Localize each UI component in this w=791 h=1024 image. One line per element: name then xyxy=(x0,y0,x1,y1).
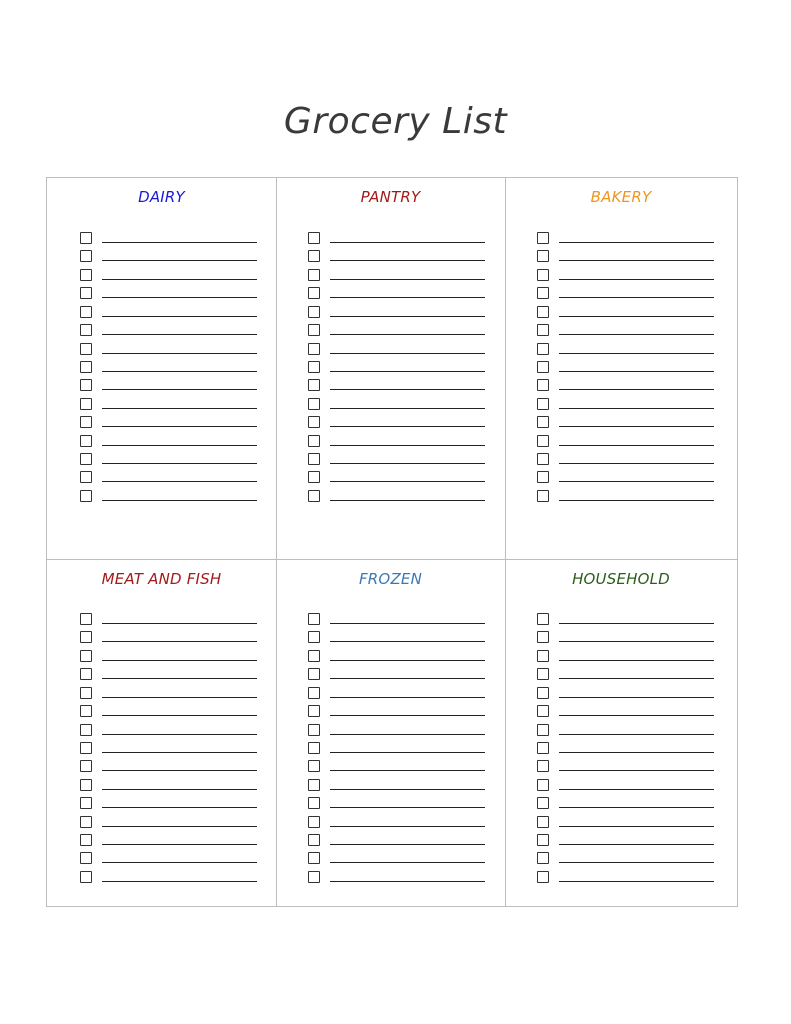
checkbox[interactable] xyxy=(80,760,92,772)
write-in-line[interactable] xyxy=(330,500,485,501)
checkbox[interactable] xyxy=(80,324,92,336)
checkbox[interactable] xyxy=(537,816,549,828)
write-in-line[interactable] xyxy=(330,260,485,261)
write-in-line[interactable] xyxy=(559,353,714,354)
checkbox[interactable] xyxy=(80,613,92,625)
list-item xyxy=(537,666,717,684)
list-item xyxy=(80,685,260,703)
checklist xyxy=(80,230,260,506)
list-item xyxy=(80,451,260,469)
write-in-line[interactable] xyxy=(330,826,485,827)
list-item xyxy=(537,285,717,303)
write-in-line[interactable] xyxy=(330,463,485,464)
write-in-line[interactable] xyxy=(330,752,485,753)
list-item xyxy=(80,359,260,377)
write-in-line[interactable] xyxy=(559,389,714,390)
write-in-line[interactable] xyxy=(559,426,714,427)
write-in-line[interactable] xyxy=(330,697,485,698)
checkbox[interactable] xyxy=(537,668,549,680)
list-item xyxy=(308,488,488,506)
write-in-line[interactable] xyxy=(330,641,485,642)
checkbox[interactable] xyxy=(80,398,92,410)
checkbox[interactable] xyxy=(80,416,92,428)
write-in-line[interactable] xyxy=(102,242,257,243)
write-in-line[interactable] xyxy=(102,752,257,753)
write-in-line[interactable] xyxy=(102,807,257,808)
list-item xyxy=(537,322,717,340)
list-item xyxy=(308,629,488,647)
write-in-line[interactable] xyxy=(102,881,257,882)
checkbox[interactable] xyxy=(537,453,549,465)
write-in-line[interactable] xyxy=(330,734,485,735)
list-item xyxy=(537,469,717,487)
section-title: BAKERY xyxy=(590,188,652,206)
write-in-line[interactable] xyxy=(559,623,714,624)
checklist xyxy=(308,611,488,887)
list-item xyxy=(80,850,260,868)
checkbox[interactable] xyxy=(537,435,549,447)
checkbox[interactable] xyxy=(80,724,92,736)
checkbox[interactable] xyxy=(308,724,320,736)
list-item xyxy=(308,451,488,469)
write-in-line[interactable] xyxy=(559,826,714,827)
write-in-line[interactable] xyxy=(330,481,485,482)
write-in-line[interactable] xyxy=(330,297,485,298)
checkbox[interactable] xyxy=(80,361,92,373)
list-item xyxy=(308,414,488,432)
write-in-line[interactable] xyxy=(330,426,485,427)
list-item xyxy=(537,869,717,887)
list-item xyxy=(308,777,488,795)
list-item xyxy=(537,740,717,758)
list-item xyxy=(80,322,260,340)
write-in-line[interactable] xyxy=(102,826,257,827)
write-in-line[interactable] xyxy=(330,715,485,716)
checkbox[interactable] xyxy=(80,779,92,791)
write-in-line[interactable] xyxy=(559,881,714,882)
write-in-line[interactable] xyxy=(559,715,714,716)
write-in-line[interactable] xyxy=(330,242,485,243)
list-item xyxy=(80,304,260,322)
list-item xyxy=(537,377,717,395)
checkbox[interactable] xyxy=(80,471,92,483)
checkbox[interactable] xyxy=(308,435,320,447)
write-in-line[interactable] xyxy=(102,297,257,298)
checkbox[interactable] xyxy=(308,779,320,791)
list-item xyxy=(308,666,488,684)
list-item xyxy=(308,869,488,887)
write-in-line[interactable] xyxy=(559,807,714,808)
list-item xyxy=(537,451,717,469)
checkbox[interactable] xyxy=(308,398,320,410)
write-in-line[interactable] xyxy=(102,389,257,390)
checkbox[interactable] xyxy=(537,306,549,318)
write-in-line[interactable] xyxy=(102,426,257,427)
write-in-line[interactable] xyxy=(559,770,714,771)
checklist xyxy=(537,611,717,887)
list-item xyxy=(308,377,488,395)
list-item xyxy=(308,248,488,266)
checkbox[interactable] xyxy=(308,379,320,391)
checkbox[interactable] xyxy=(308,631,320,643)
write-in-line[interactable] xyxy=(330,881,485,882)
checkbox[interactable] xyxy=(308,650,320,662)
checkbox[interactable] xyxy=(80,668,92,680)
checkbox[interactable] xyxy=(80,852,92,864)
write-in-line[interactable] xyxy=(102,770,257,771)
list-item xyxy=(308,795,488,813)
section-title: PANTRY xyxy=(360,188,421,206)
checkbox[interactable] xyxy=(537,343,549,355)
write-in-line[interactable] xyxy=(102,500,257,501)
list-item xyxy=(537,758,717,776)
write-in-line[interactable] xyxy=(102,279,257,280)
write-in-line[interactable] xyxy=(559,678,714,679)
write-in-line[interactable] xyxy=(330,408,485,409)
list-item xyxy=(308,359,488,377)
write-in-line[interactable] xyxy=(330,445,485,446)
list-item xyxy=(308,304,488,322)
list-item xyxy=(308,648,488,666)
checkbox[interactable] xyxy=(80,379,92,391)
list-item xyxy=(537,414,717,432)
write-in-line[interactable] xyxy=(330,660,485,661)
checkbox[interactable] xyxy=(80,490,92,502)
list-item xyxy=(80,433,260,451)
write-in-line[interactable] xyxy=(559,641,714,642)
list-item xyxy=(80,703,260,721)
write-in-line[interactable] xyxy=(102,678,257,679)
list-item xyxy=(80,285,260,303)
write-in-line[interactable] xyxy=(330,389,485,390)
list-item xyxy=(537,814,717,832)
write-in-line[interactable] xyxy=(559,371,714,372)
write-in-line[interactable] xyxy=(330,862,485,863)
checkbox[interactable] xyxy=(537,687,549,699)
checkbox[interactable] xyxy=(537,232,549,244)
list-item xyxy=(80,777,260,795)
write-in-line[interactable] xyxy=(102,463,257,464)
checkbox[interactable] xyxy=(537,398,549,410)
write-in-line[interactable] xyxy=(559,242,714,243)
write-in-line[interactable] xyxy=(559,408,714,409)
page-title: Grocery List xyxy=(283,101,508,142)
checklist xyxy=(537,230,717,506)
write-in-line[interactable] xyxy=(330,807,485,808)
list-item xyxy=(308,611,488,629)
checkbox[interactable] xyxy=(537,779,549,791)
checkbox[interactable] xyxy=(80,871,92,883)
write-in-line[interactable] xyxy=(102,353,257,354)
checklist xyxy=(308,230,488,506)
list-item xyxy=(537,648,717,666)
write-in-line[interactable] xyxy=(559,752,714,753)
checkbox[interactable] xyxy=(308,416,320,428)
write-in-line[interactable] xyxy=(102,445,257,446)
checkbox[interactable] xyxy=(537,324,549,336)
checkbox[interactable] xyxy=(537,705,549,717)
write-in-line[interactable] xyxy=(102,641,257,642)
checkbox[interactable] xyxy=(537,379,549,391)
checkbox[interactable] xyxy=(308,232,320,244)
list-item xyxy=(308,285,488,303)
checkbox[interactable] xyxy=(80,453,92,465)
checkbox[interactable] xyxy=(80,435,92,447)
list-item xyxy=(80,230,260,248)
section-dairy xyxy=(47,178,276,559)
section-household xyxy=(505,560,737,906)
checkbox[interactable] xyxy=(537,871,549,883)
checkbox[interactable] xyxy=(537,490,549,502)
checkbox[interactable] xyxy=(537,361,549,373)
write-in-line[interactable] xyxy=(559,260,714,261)
list-item xyxy=(537,850,717,868)
checkbox[interactable] xyxy=(537,416,549,428)
list-item xyxy=(308,685,488,703)
list-item xyxy=(80,341,260,359)
list-item xyxy=(537,611,717,629)
list-item xyxy=(308,433,488,451)
list-item xyxy=(80,611,260,629)
list-item xyxy=(308,341,488,359)
section-title: MEAT AND FISH xyxy=(101,570,222,588)
write-in-line[interactable] xyxy=(330,789,485,790)
checkbox[interactable] xyxy=(80,306,92,318)
write-in-line[interactable] xyxy=(559,844,714,845)
checkbox[interactable] xyxy=(308,834,320,846)
checkbox[interactable] xyxy=(308,742,320,754)
write-in-line[interactable] xyxy=(559,789,714,790)
grocery-grid xyxy=(46,177,738,907)
write-in-line[interactable] xyxy=(559,862,714,863)
list-item xyxy=(80,396,260,414)
checkbox[interactable] xyxy=(308,816,320,828)
checkbox[interactable] xyxy=(537,631,549,643)
checkbox[interactable] xyxy=(80,287,92,299)
write-in-line[interactable] xyxy=(102,844,257,845)
write-in-line[interactable] xyxy=(102,481,257,482)
checkbox[interactable] xyxy=(80,816,92,828)
list-item xyxy=(308,703,488,721)
list-item xyxy=(537,396,717,414)
checkbox[interactable] xyxy=(537,269,549,281)
list-item xyxy=(537,488,717,506)
write-in-line[interactable] xyxy=(559,697,714,698)
write-in-line[interactable] xyxy=(330,279,485,280)
write-in-line[interactable] xyxy=(559,316,714,317)
checkbox[interactable] xyxy=(80,687,92,699)
checkbox[interactable] xyxy=(80,834,92,846)
list-item xyxy=(308,396,488,414)
checkbox[interactable] xyxy=(537,471,549,483)
write-in-line[interactable] xyxy=(330,770,485,771)
list-item xyxy=(80,869,260,887)
write-in-line[interactable] xyxy=(102,260,257,261)
list-item xyxy=(80,832,260,850)
section-frozen xyxy=(276,560,505,906)
list-item xyxy=(308,758,488,776)
list-item xyxy=(308,230,488,248)
section-title: HOUSEHOLD xyxy=(572,570,670,588)
list-item xyxy=(537,341,717,359)
list-item xyxy=(308,469,488,487)
checkbox[interactable] xyxy=(308,471,320,483)
checkbox[interactable] xyxy=(80,250,92,262)
checkbox[interactable] xyxy=(537,834,549,846)
checkbox[interactable] xyxy=(80,631,92,643)
checkbox[interactable] xyxy=(80,650,92,662)
write-in-line[interactable] xyxy=(102,734,257,735)
checkbox[interactable] xyxy=(308,324,320,336)
list-item xyxy=(80,814,260,832)
write-in-line[interactable] xyxy=(559,481,714,482)
write-in-line[interactable] xyxy=(102,334,257,335)
checkbox[interactable] xyxy=(537,250,549,262)
list-item xyxy=(80,248,260,266)
checklist xyxy=(80,611,260,887)
checkbox[interactable] xyxy=(308,306,320,318)
write-in-line[interactable] xyxy=(330,316,485,317)
checkbox[interactable] xyxy=(308,687,320,699)
checkbox[interactable] xyxy=(537,742,549,754)
checkbox[interactable] xyxy=(80,742,92,754)
write-in-line[interactable] xyxy=(102,660,257,661)
list-item xyxy=(80,758,260,776)
checkbox[interactable] xyxy=(308,760,320,772)
write-in-line[interactable] xyxy=(102,408,257,409)
list-item xyxy=(537,433,717,451)
write-in-line[interactable] xyxy=(330,334,485,335)
write-in-line[interactable] xyxy=(330,678,485,679)
checkbox[interactable] xyxy=(308,852,320,864)
list-item xyxy=(537,722,717,740)
list-item xyxy=(80,469,260,487)
write-in-line[interactable] xyxy=(559,660,714,661)
list-item xyxy=(537,703,717,721)
write-in-line[interactable] xyxy=(102,697,257,698)
section-pantry xyxy=(276,178,505,559)
checkbox[interactable] xyxy=(308,490,320,502)
write-in-line[interactable] xyxy=(102,623,257,624)
checkbox[interactable] xyxy=(537,650,549,662)
checkbox[interactable] xyxy=(537,287,549,299)
checkbox[interactable] xyxy=(80,705,92,717)
write-in-line[interactable] xyxy=(559,334,714,335)
list-item xyxy=(80,488,260,506)
write-in-line[interactable] xyxy=(330,371,485,372)
write-in-line[interactable] xyxy=(559,279,714,280)
checkbox[interactable] xyxy=(308,287,320,299)
write-in-line[interactable] xyxy=(559,445,714,446)
list-item xyxy=(80,267,260,285)
list-item xyxy=(537,230,717,248)
checkbox[interactable] xyxy=(80,269,92,281)
list-item xyxy=(537,304,717,322)
list-item xyxy=(537,685,717,703)
list-item xyxy=(80,629,260,647)
write-in-line[interactable] xyxy=(102,862,257,863)
checkbox[interactable] xyxy=(80,232,92,244)
list-item xyxy=(308,740,488,758)
write-in-line[interactable] xyxy=(102,316,257,317)
write-in-line[interactable] xyxy=(330,623,485,624)
list-item xyxy=(80,414,260,432)
list-item xyxy=(80,666,260,684)
checkbox[interactable] xyxy=(537,760,549,772)
checkbox[interactable] xyxy=(80,343,92,355)
write-in-line[interactable] xyxy=(102,715,257,716)
list-item xyxy=(80,648,260,666)
checkbox[interactable] xyxy=(537,797,549,809)
checkbox[interactable] xyxy=(308,250,320,262)
section-title: FROZEN xyxy=(358,570,423,588)
list-item xyxy=(537,629,717,647)
write-in-line[interactable] xyxy=(559,734,714,735)
checkbox[interactable] xyxy=(308,797,320,809)
list-item xyxy=(537,248,717,266)
list-item xyxy=(80,740,260,758)
list-item xyxy=(308,814,488,832)
list-item xyxy=(308,322,488,340)
section-meat-and-fish xyxy=(47,560,276,906)
checkbox[interactable] xyxy=(308,269,320,281)
checkbox[interactable] xyxy=(537,613,549,625)
list-item xyxy=(80,795,260,813)
write-in-line[interactable] xyxy=(330,844,485,845)
checkbox[interactable] xyxy=(537,724,549,736)
checkbox[interactable] xyxy=(308,871,320,883)
checkbox[interactable] xyxy=(308,361,320,373)
checkbox[interactable] xyxy=(308,343,320,355)
write-in-line[interactable] xyxy=(559,297,714,298)
checkbox[interactable] xyxy=(308,705,320,717)
list-item xyxy=(80,377,260,395)
checkbox[interactable] xyxy=(537,852,549,864)
section-title: DAIRY xyxy=(138,188,185,206)
write-in-line[interactable] xyxy=(559,463,714,464)
list-item xyxy=(308,832,488,850)
list-item xyxy=(537,267,717,285)
checkbox[interactable] xyxy=(80,797,92,809)
list-item xyxy=(308,850,488,868)
list-item xyxy=(308,267,488,285)
list-item xyxy=(537,795,717,813)
checkbox[interactable] xyxy=(308,613,320,625)
write-in-line[interactable] xyxy=(559,500,714,501)
write-in-line[interactable] xyxy=(102,371,257,372)
list-item xyxy=(80,722,260,740)
list-item xyxy=(537,359,717,377)
list-item xyxy=(537,777,717,795)
write-in-line[interactable] xyxy=(330,353,485,354)
list-item xyxy=(537,832,717,850)
checkbox[interactable] xyxy=(308,453,320,465)
checkbox[interactable] xyxy=(308,668,320,680)
section-bakery xyxy=(505,178,737,559)
write-in-line[interactable] xyxy=(102,789,257,790)
list-item xyxy=(308,722,488,740)
